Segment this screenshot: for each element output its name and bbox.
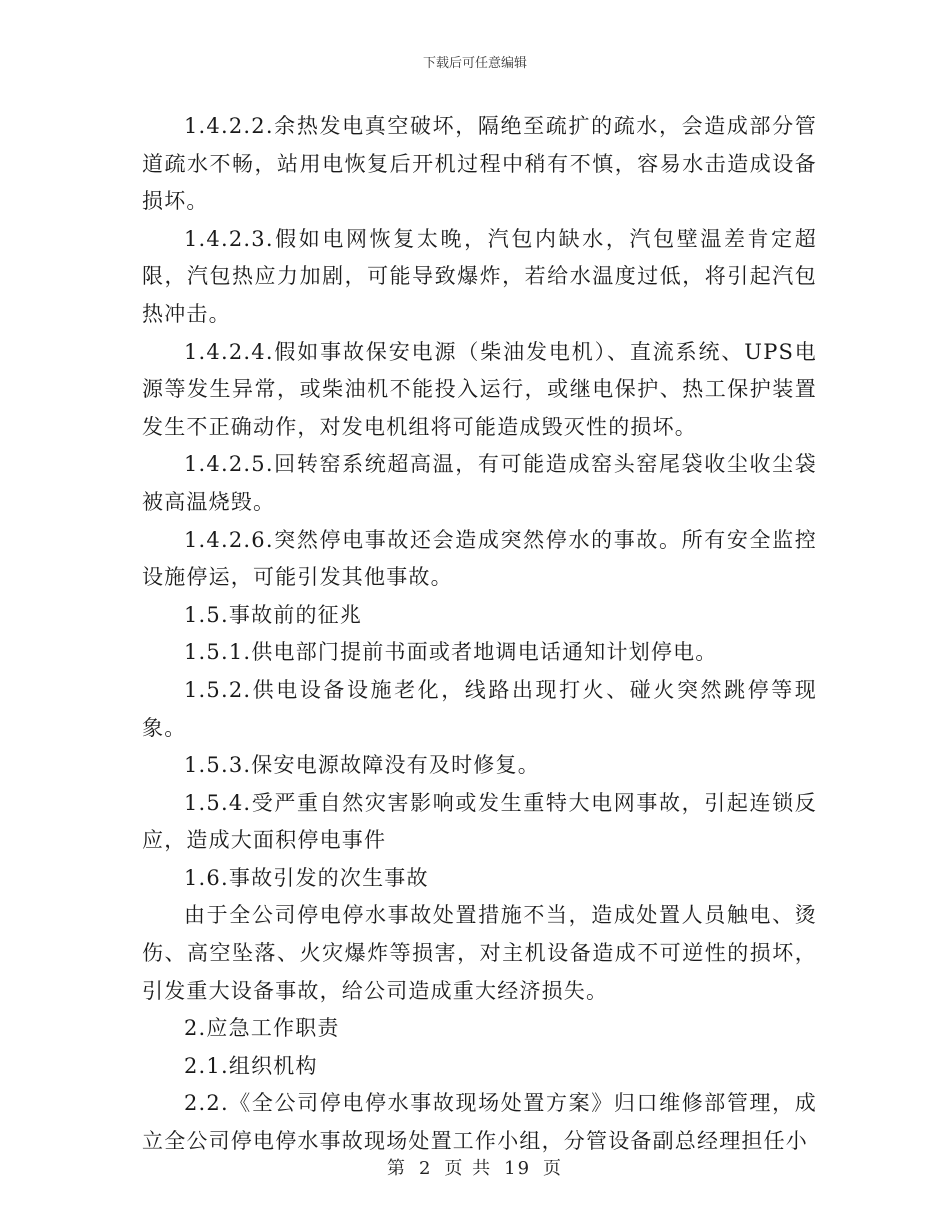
paragraph-2-2: 2.2.《全公司停电停水事故现场处置方案》归口维修部管理，成立全公司停电停水事故现场处置工作小组，分管设备副总经理担任小	[142, 1091, 817, 1154]
heading-2-1: 2.1.组织机构	[184, 1053, 318, 1078]
footer-total-pages: 19	[504, 1158, 532, 1179]
paragraph-secondary-accident: 由于全公司停电停水事故处置措施不当，造成处置人员触电、烫伤、高空坠落、火灾爆炸等损害，对主机设备造成不可逆性的损坏，引发重大设备事故，给公司造成重大经济损失。	[142, 903, 817, 1003]
footer-prefix: 第	[386, 1158, 407, 1179]
page-footer	[0, 1154, 950, 1180]
footer-suffix: 页	[543, 1158, 564, 1179]
heading-1-5: 1.5.事故前的征兆	[184, 602, 363, 627]
paragraph-1-5-2: 1.5.2.供电设备设施老化，线路出现打火、碰火突然跳停等现象。	[142, 677, 817, 740]
paragraph-1-4-2-4: 1.4.2.4.假如事故保安电源（柴油发电机）、直流系统、UPS电源等发生异常，或柴油机不能投入运行，或继电保护、热工保护装置发生不正确动作，对发电机组将可能造成毁灭性的损坏。	[142, 339, 817, 439]
paragraph-1-5-1: 1.5.1.供电部门提前书面或者地调电话通知计划停电。	[184, 640, 718, 665]
paragraph-1-4-2-5: 1.4.2.5.回转窑系统超高温，有可能造成窑头窑尾袋收尘收尘袋被高温烧毁。	[142, 452, 817, 514]
paragraph-1-4-2-6: 1.4.2.6.突然停电事故还会造成突然停水的事故。所有安全监控设施停运，可能引发其他事故。	[142, 527, 817, 590]
paragraph-1-5-4: 1.5.4.受严重自然灾害影响或发生重特大电网事故，引起连锁反应，造成大面积停电事件	[142, 790, 817, 853]
page-header: 下载后可任意编辑	[422, 56, 527, 71]
paragraph-1-5-3: 1.5.3.保安电源故障没有及时修复。	[184, 753, 540, 778]
paragraph-1-4-2-3: 1.4.2.3.假如电网恢复太晚，汽包内缺水，汽包壁温差肯定超限，汽包热应力加剧，可能导致爆炸，若给水温度过低，将引起汽包热冲击。	[142, 226, 817, 326]
footer-middle: 页 共	[444, 1158, 493, 1179]
heading-2: 2.应急工作职责	[184, 1016, 340, 1041]
paragraph-1-4-2-2: 1.4.2.2.余热发电真空破坏，隔绝至疏扩的疏水，会造成部分管道疏水不畅，站用电恢复后开机过程中稍有不慎，容易水击造成设备损坏。	[142, 114, 817, 214]
document-body	[142, 108, 817, 1161]
heading-1-6: 1.6.事故引发的次生事故	[184, 865, 429, 890]
footer-page-number: 2	[418, 1158, 433, 1179]
